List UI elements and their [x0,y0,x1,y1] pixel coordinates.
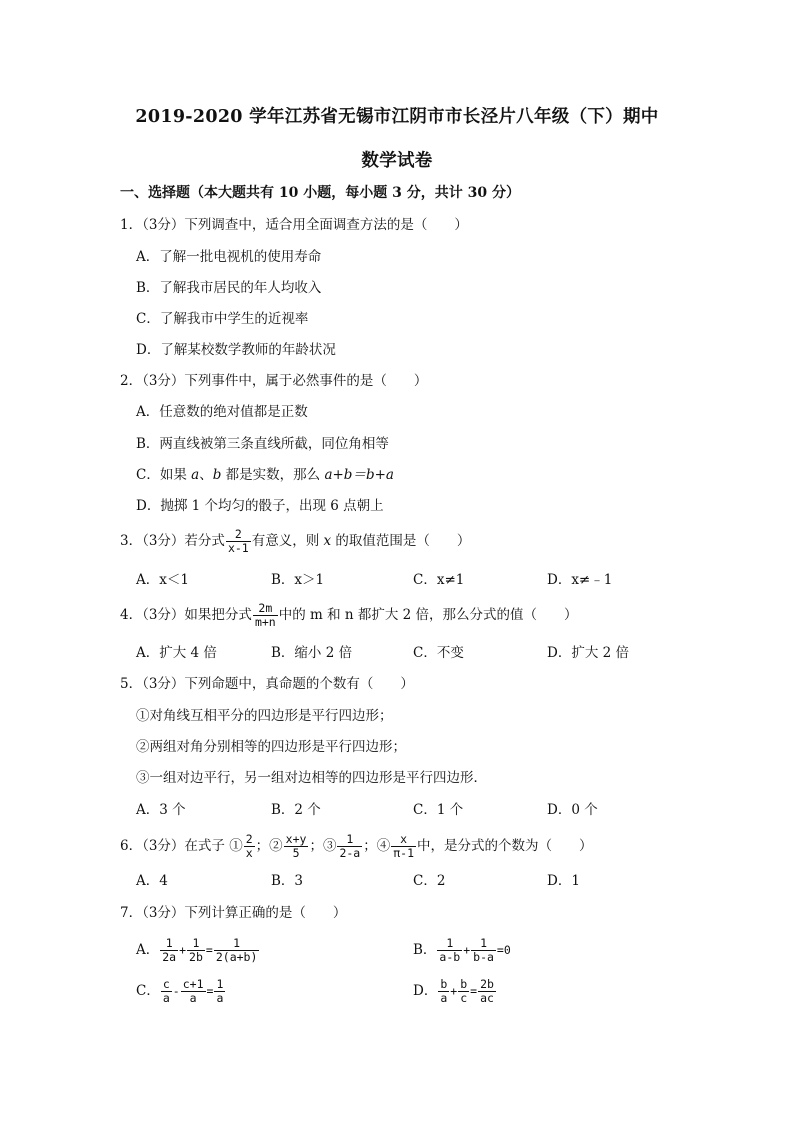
q3-post2: 的取值范围是（ ） [331,533,471,549]
q7-a-label: A． [136,942,160,958]
q6-f4-denominator: π-1 [393,846,415,860]
q1-option-b: B．了解我市居民的年人均收入 [136,280,322,296]
q2-c-prefix: C．如果 [136,467,192,483]
document-title-line2: 数学试卷 [361,151,433,171]
q6-sep-3: ； [363,838,377,854]
q5-statement-1: ①对角线互相平分的四边形是平行四边形； [136,708,393,724]
q2-option-c [136,465,394,485]
q1-stem: 1．（3分）下列调查中，适合用全面调查方法的是（ ） [120,217,468,233]
q7-option-c [136,978,226,1005]
q6-option-a: A．4 [136,873,168,889]
q7-c-f3-num: 1 [216,977,224,991]
q7-d-f2-den: c [460,991,468,1005]
q6-f1-numerator: 2 [245,832,253,846]
q3-numerator: 2 [226,528,251,542]
q3-prefix: 3．（3分）若分式 [120,533,225,549]
q6-f3-denominator: 2-a [339,846,361,860]
q6-fraction-3 [337,833,362,860]
q7-option-a [136,937,260,964]
q7-d-fraction-3 [478,978,496,1005]
q7-c-fraction-2 [181,978,206,1005]
q7-c-f1-num: c [162,977,170,991]
q3-var: x [323,533,332,549]
q7-b-op1: + [463,943,471,957]
q6-f2-numerator: x+y [285,832,307,846]
q7-d-fraction-1 [438,978,449,1005]
q4-fraction [253,602,278,629]
q7-c-f3-den: a [216,991,224,1005]
q5-option-c: C．1 个 [413,802,464,818]
q6-fraction-2 [284,833,309,860]
q7-b-result: =0 [496,943,511,957]
q6-fraction-1 [244,833,255,860]
q2-c-post: 都是实数，那么 [221,467,325,483]
q7-c-label: C． [136,983,160,999]
q7-d-op2: = [470,984,478,998]
q4-post: 中的 m 和 n 都扩大 2 倍，那么分式的值（ ） [278,607,578,623]
q6-f2-denominator: 5 [292,846,300,860]
q7-a-f1-num: 1 [160,937,178,951]
q7-option-d [413,978,497,1005]
q3-option-d: D．x≠﹣1 [547,572,613,588]
q7-d-f1-num: b [440,977,448,991]
q5-option-d: D．0 个 [547,802,598,818]
q6-option-d: D．1 [547,873,580,889]
q5-statement-2: ②两组对角分别相等的四边形是平行四边形； [136,739,406,755]
q7-b-label: B． [413,942,437,958]
q3-post1: 有意义，则 [251,533,324,549]
q1-option-c: C．了解我市中学生的近视率 [136,311,309,327]
q6-option-b: B．3 [271,873,304,889]
q7-b-f2-num: 1 [471,937,496,951]
q6-f4-numerator: x [391,833,416,847]
q4-prefix: 4．（3分）如果把分式 [120,607,252,623]
q7-stem: 7．（3分）下列计算正确的是（ ） [120,905,347,921]
q1-option-d: D．了解某校数学教师的年龄状况 [136,342,336,358]
q4-option-c: C．不变 [413,645,464,661]
q3-stem [120,528,470,555]
q2-stem: 2．（3分）下列事件中，属于必然事件的是（ ） [120,373,428,389]
q5-option-a: A．3 个 [136,802,186,818]
q6-sep-2: ； [309,838,323,854]
q6-post: 中，是分式的个数为（ ） [417,838,593,854]
q5-statement-3: ③一组对边平行，另一组对边相等的四边形是平行四边形． [136,770,487,786]
q7-c-op2: = [206,984,214,998]
q7-option-b [413,937,511,964]
q2-c-expression: a+b＝b+a [324,467,394,483]
q7-a-fraction-1 [160,937,178,964]
q3-denominator: x-1 [227,541,249,555]
q7-d-f2-num: b [460,977,468,991]
q6-f3-numerator: 1 [337,833,362,847]
q6-option-c: C．2 [413,873,446,889]
q7-a-fraction-3 [214,937,260,964]
q2-option-b: B．两直线被第三条直线所截，同位角相等 [136,436,389,452]
q7-b-f1-den: a-b [439,950,461,964]
q7-a-f1-den: 2a [162,950,177,964]
q7-d-f1-den: a [440,991,448,1005]
q4-numerator: 2m [253,602,278,616]
section-heading: 一、选择题（本大题共有 10 小题，每小题 3 分，共计 30 分） [120,185,520,201]
q6-fraction-4 [391,833,416,860]
q1-option-a: A．了解一批电视机的使用寿命 [136,249,322,265]
q6-f1-denominator: x [245,846,253,860]
q7-b-fraction-2 [471,937,496,964]
q7-a-f2-num: 1 [187,937,205,951]
q2-c-var-b: b [212,467,222,483]
q2-c-mid: 、 [199,467,213,483]
q3-fraction [226,528,251,555]
q6-stem [120,833,593,860]
q7-d-label: D． [413,983,438,999]
q7-b-fraction-1 [437,937,462,964]
q2-c-var-a: a [191,467,200,483]
q6-mark-3: ③ [322,838,337,854]
q7-c-f2-num: c+1 [182,977,204,991]
q7-a-op1: + [179,943,187,957]
q2-option-a: A．任意数的绝对值都是正数 [136,404,308,420]
q4-option-a: A．扩大 4 倍 [136,645,217,661]
q7-c-f2-den: a [189,991,197,1005]
document-title-line1: 2019-2020 学年江苏省无锡市江阴市市长泾片八年级（下）期中 [135,107,659,127]
q4-stem [120,602,578,629]
q7-d-f3-den: ac [480,991,494,1005]
q2-option-d: D．抛掷 1 个均匀的骰子，出现 6 点朝上 [136,498,384,514]
q7-a-f3-den: 2(a+b) [215,950,258,964]
q6-mark-2: ② [269,838,283,854]
q6-mark-1: ① [229,838,243,854]
q7-a-f3-num: 1 [214,937,260,951]
q7-c-fraction-3 [214,978,225,1005]
q7-d-fraction-2 [458,978,469,1005]
q7-b-f1-num: 1 [437,937,462,951]
q7-c-op1: - [172,984,180,998]
q7-d-f3-num: 2b [480,977,494,991]
q3-option-a: A．x＜1 [136,572,189,588]
q6-sep-1: ； [255,838,270,854]
q6-prefix: 6．（3分）在式子 [120,838,230,854]
q3-option-b: B．x＞1 [271,572,325,588]
q7-a-op2: = [205,943,213,957]
q6-mark-4: ④ [376,838,391,854]
q7-a-f2-den: 2b [189,950,203,964]
q7-b-f2-den: b-a [473,950,494,964]
q4-option-d: D．扩大 2 倍 [547,645,629,661]
q5-option-b: B．2 个 [271,802,321,818]
q3-option-c: C．x≠1 [413,572,465,588]
q7-c-fraction-1 [161,978,172,1005]
q4-denominator: m+n [254,615,276,629]
q5-stem: 5．（3分）下列命题中，真命题的个数有（ ） [120,676,414,692]
q4-option-b: B．缩小 2 倍 [271,645,353,661]
q7-a-fraction-2 [187,937,205,964]
q7-d-op1: + [450,984,458,998]
q7-c-f1-den: a [162,991,170,1005]
